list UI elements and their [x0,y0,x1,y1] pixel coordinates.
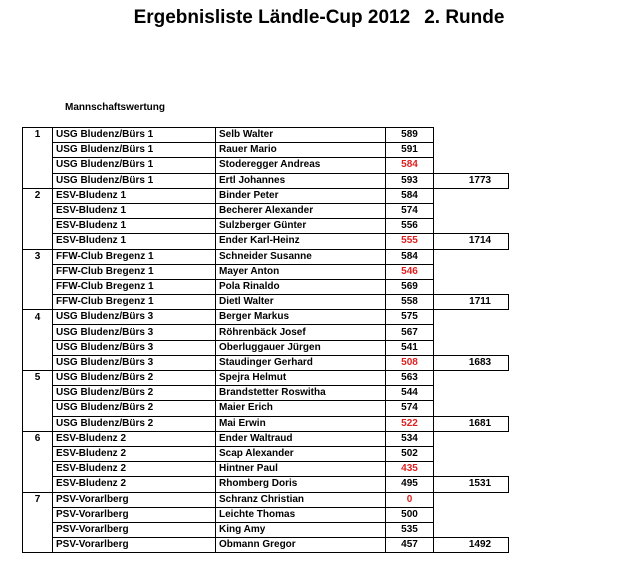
team-rank [23,264,53,279]
shooter-name: Schranz Christian [216,492,386,507]
shooter-name: Schneider Susanne [216,249,386,264]
shooter-name: Selb Walter [216,128,386,143]
gap-cell [434,538,453,553]
gap-cell [434,279,453,294]
shooter-score: 457 [386,538,434,553]
team-total: 1492 [452,538,509,553]
table-row [23,492,509,507]
team-rank: 7 [23,492,53,507]
gap-cell [434,219,453,234]
team-total: 1681 [452,416,509,431]
club-name: FFW-Club Bregenz 1 [53,264,216,279]
team-total [452,522,509,537]
gap-cell [434,295,453,310]
team-total [452,188,509,203]
shooter-name: Staudinger Gerhard [216,355,386,370]
club-name: USG Bludenz/Bürs 3 [53,310,216,325]
gap-cell [434,173,453,188]
shooter-name: King Amy [216,522,386,537]
shooter-name: Becherer Alexander [216,203,386,218]
shooter-name: Röhrenbäck Josef [216,325,386,340]
table-row [23,295,509,310]
team-rank: 1 [23,128,53,143]
shooter-score: 593 [386,173,434,188]
table-row [23,264,509,279]
club-name: ESV-Bludenz 1 [53,219,216,234]
team-rank [23,462,53,477]
team-rank [23,295,53,310]
team-total [452,203,509,218]
team-rank [23,279,53,294]
gap-cell [434,477,453,492]
shooter-name: Sulzberger Günter [216,219,386,234]
section-label: Mannschaftswertung [65,102,166,113]
table-row [23,203,509,218]
club-name: FFW-Club Bregenz 1 [53,249,216,264]
shooter-score: 569 [386,279,434,294]
club-name: USG Bludenz/Bürs 1 [53,143,216,158]
shooter-score: 435 [386,462,434,477]
table-row [23,386,509,401]
team-rank [23,203,53,218]
club-name: PSV-Vorarlberg [53,522,216,537]
team-total: 1711 [452,295,509,310]
table-row [23,279,509,294]
shooter-name: Scap Alexander [216,446,386,461]
club-name: USG Bludenz/Bürs 2 [53,371,216,386]
shooter-name: Spejra Helmut [216,371,386,386]
team-total: 1683 [452,355,509,370]
club-name: USG Bludenz/Bürs 3 [53,355,216,370]
gap-cell [434,128,453,143]
team-total [452,431,509,446]
shooter-score: 574 [386,401,434,416]
gap-cell [434,234,453,249]
club-name: PSV-Vorarlberg [53,507,216,522]
shooter-score: 495 [386,477,434,492]
shooter-score: 508 [386,355,434,370]
team-rank [23,234,53,249]
gap-cell [434,401,453,416]
gap-cell [434,158,453,173]
gap-cell [434,325,453,340]
team-rank: 6 [23,431,53,446]
shooter-score: 535 [386,522,434,537]
club-name: ESV-Bludenz 2 [53,446,216,461]
table-row [23,538,509,553]
table-row [23,173,509,188]
shooter-name: Rauer Mario [216,143,386,158]
club-name: ESV-Bludenz 2 [53,431,216,446]
shooter-score: 584 [386,188,434,203]
table-row [23,355,509,370]
team-total [452,325,509,340]
shooter-name: Obmann Gregor [216,538,386,553]
gap-cell [434,386,453,401]
table-row [23,477,509,492]
gap-cell [434,371,453,386]
shooter-score: 574 [386,203,434,218]
shooter-name: Leichte Thomas [216,507,386,522]
shooter-score: 567 [386,325,434,340]
club-name: FFW-Club Bregenz 1 [53,279,216,294]
results-body [23,128,509,553]
gap-cell [434,203,453,218]
team-rank [23,173,53,188]
team-rank [23,477,53,492]
team-rank [23,446,53,461]
team-rank: 3 [23,249,53,264]
title-main: Ergebnisliste Ländle-Cup 2012 [133,7,411,28]
team-total [452,158,509,173]
team-rank [23,522,53,537]
gap-cell [434,143,453,158]
shooter-score: 500 [386,507,434,522]
page-title [0,7,638,29]
club-name: PSV-Vorarlberg [53,492,216,507]
shooter-name: Ender Karl-Heinz [216,234,386,249]
shooter-name: Hintner Paul [216,462,386,477]
shooter-score: 584 [386,158,434,173]
team-rank [23,219,53,234]
table-row [23,249,509,264]
gap-cell [434,492,453,507]
team-rank [23,401,53,416]
gap-cell [434,416,453,431]
shooter-name: Ertl Johannes [216,173,386,188]
gap-cell [434,431,453,446]
club-name: ESV-Bludenz 1 [53,188,216,203]
team-rank [23,416,53,431]
club-name: ESV-Bludenz 2 [53,462,216,477]
table-row [23,219,509,234]
team-rank [23,325,53,340]
club-name: USG Bludenz/Bürs 1 [53,173,216,188]
team-total [452,340,509,355]
table-row [23,371,509,386]
shooter-name: Rhomberg Doris [216,477,386,492]
gap-cell [434,355,453,370]
team-rank: 2 [23,188,53,203]
shooter-score: 584 [386,249,434,264]
team-rank [23,538,53,553]
gap-cell [434,507,453,522]
team-total [452,492,509,507]
shooter-score: 0 [386,492,434,507]
shooter-score: 556 [386,219,434,234]
table-row [23,462,509,477]
team-total [452,371,509,386]
table-row [23,128,509,143]
club-name: FFW-Club Bregenz 1 [53,295,216,310]
club-name: ESV-Bludenz 2 [53,477,216,492]
club-name: PSV-Vorarlberg [53,538,216,553]
team-total [452,249,509,264]
shooter-name: Brandstetter Roswitha [216,386,386,401]
table-row [23,234,509,249]
shooter-name: Mayer Anton [216,264,386,279]
table-row [23,522,509,537]
team-rank [23,355,53,370]
club-name: ESV-Bludenz 1 [53,203,216,218]
team-total [452,446,509,461]
shooter-name: Oberluggauer Jürgen [216,340,386,355]
team-total: 1714 [452,234,509,249]
team-total [452,386,509,401]
gap-cell [434,310,453,325]
team-total: 1531 [452,477,509,492]
club-name: USG Bludenz/Bürs 1 [53,158,216,173]
shooter-score: 541 [386,340,434,355]
shooter-name: Pola Rinaldo [216,279,386,294]
team-rank [23,158,53,173]
title-round: 2. Runde [424,7,505,28]
club-name: USG Bludenz/Bürs 3 [53,325,216,340]
gap-cell [434,446,453,461]
shooter-name: Berger Markus [216,310,386,325]
table-row [23,416,509,431]
team-total [452,264,509,279]
team-total [452,507,509,522]
team-rank [23,386,53,401]
shooter-score: 502 [386,446,434,461]
shooter-name: Binder Peter [216,188,386,203]
team-total [452,310,509,325]
shooter-score: 546 [386,264,434,279]
gap-cell [434,522,453,537]
table-row [23,143,509,158]
shooter-name: Mai Erwin [216,416,386,431]
shooter-score: 544 [386,386,434,401]
gap-cell [434,264,453,279]
shooter-score: 522 [386,416,434,431]
table-row [23,340,509,355]
shooter-name: Stoderegger Andreas [216,158,386,173]
table-row [23,507,509,522]
team-total: 1773 [452,173,509,188]
team-total [452,401,509,416]
shooter-name: Maier Erich [216,401,386,416]
results-table [22,127,509,553]
club-name: ESV-Bludenz 1 [53,234,216,249]
table-row [23,188,509,203]
club-name: USG Bludenz/Bürs 2 [53,386,216,401]
team-rank [23,143,53,158]
team-total [452,143,509,158]
gap-cell [434,462,453,477]
club-name: USG Bludenz/Bürs 1 [53,128,216,143]
shooter-name: Ender Waltraud [216,431,386,446]
club-name: USG Bludenz/Bürs 2 [53,401,216,416]
table-row [23,401,509,416]
table-row [23,325,509,340]
gap-cell [434,188,453,203]
shooter-score: 563 [386,371,434,386]
club-name: USG Bludenz/Bürs 3 [53,340,216,355]
team-rank [23,507,53,522]
team-total [452,462,509,477]
table-row [23,431,509,446]
shooter-score: 555 [386,234,434,249]
shooter-score: 558 [386,295,434,310]
team-total [452,219,509,234]
club-name: USG Bludenz/Bürs 2 [53,416,216,431]
team-total [452,279,509,294]
team-total [452,128,509,143]
shooter-score: 534 [386,431,434,446]
shooter-score: 575 [386,310,434,325]
gap-cell [434,249,453,264]
team-rank: 5 [23,371,53,386]
shooter-score: 589 [386,128,434,143]
table-row [23,446,509,461]
table-row [23,310,509,325]
gap-cell [434,340,453,355]
shooter-score: 591 [386,143,434,158]
team-rank: 4 [23,310,53,325]
table-row [23,158,509,173]
team-rank [23,340,53,355]
shooter-name: Dietl Walter [216,295,386,310]
